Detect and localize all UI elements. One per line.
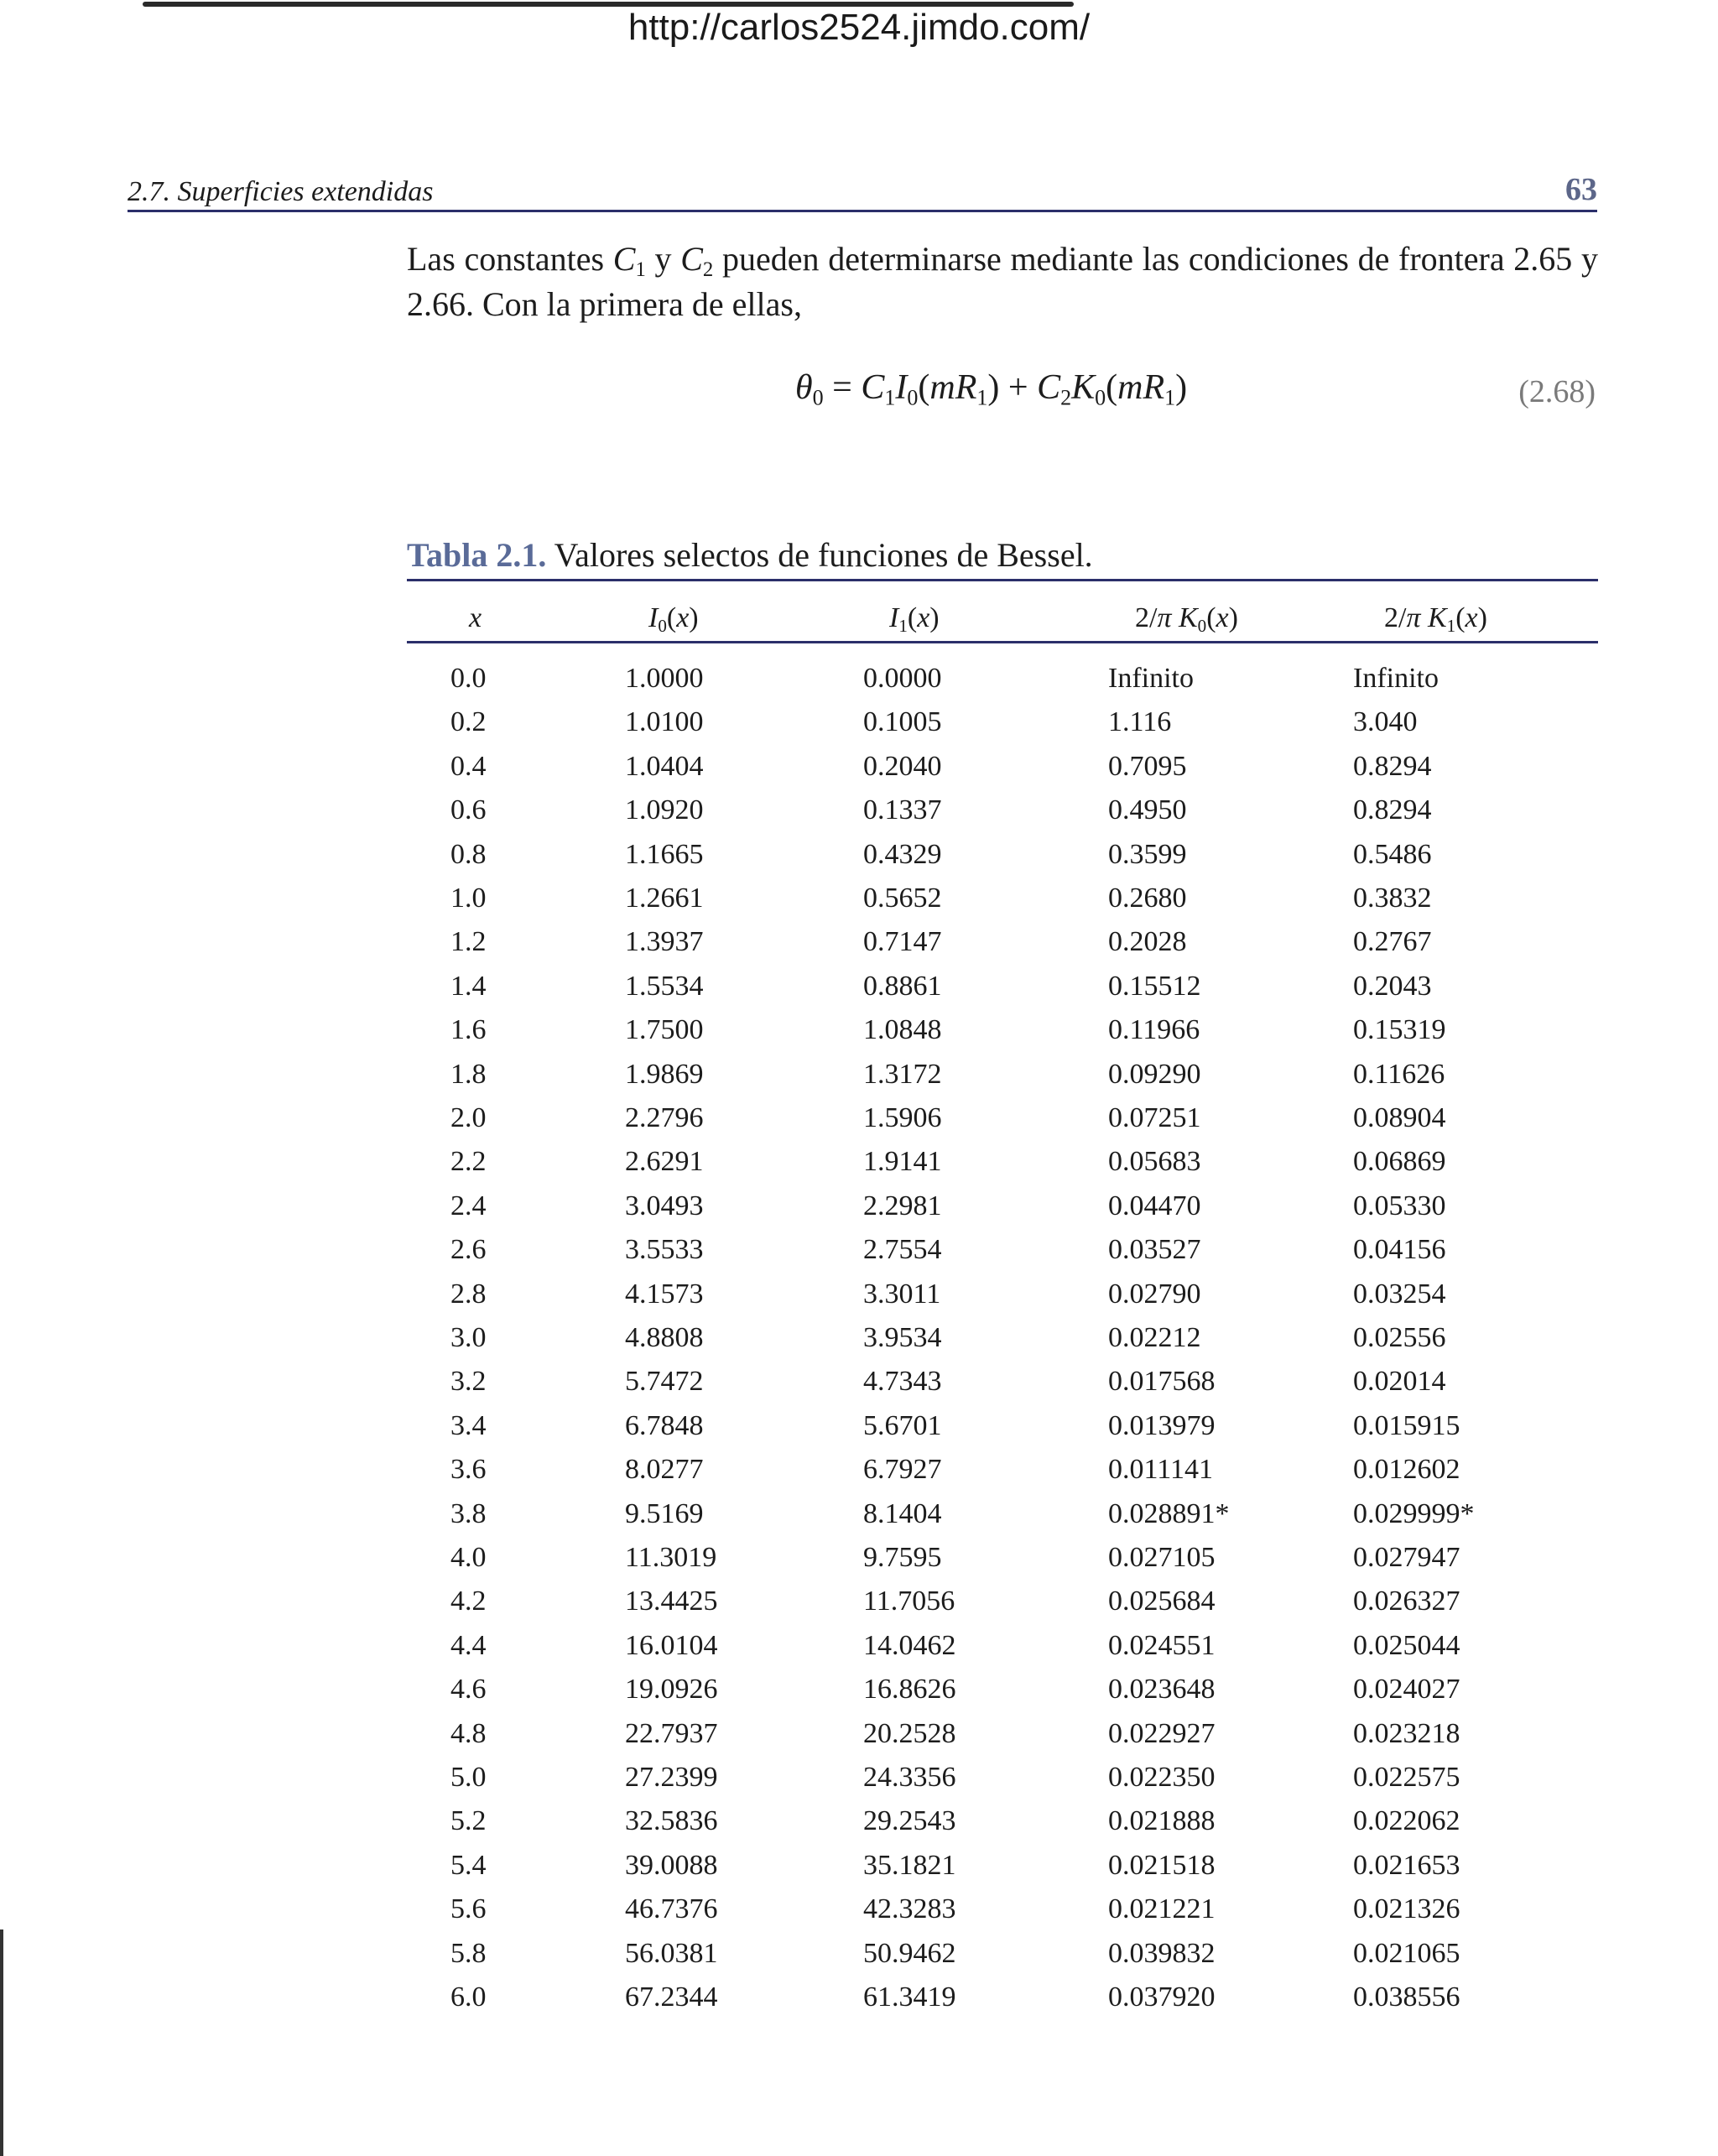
table-cell: 3.0 <box>450 1322 487 1353</box>
table-cell: 6.7927 <box>863 1454 942 1486</box>
table-row <box>407 706 1598 750</box>
table-cell: 0.5652 <box>863 883 942 914</box>
section-title: 2.7. Superficies extendidas <box>128 176 434 207</box>
table-cell: 0.2767 <box>1353 926 1432 958</box>
table-cell: 4.4 <box>450 1629 487 1661</box>
table-cell: 0.015915 <box>1353 1409 1460 1441</box>
table-cell: 0.025684 <box>1108 1586 1216 1617</box>
table-cell: 0.029999* <box>1353 1497 1475 1529</box>
table-cell: 0.4950 <box>1108 794 1187 826</box>
table-cell: 0.025044 <box>1353 1629 1460 1661</box>
table-row <box>407 1190 1598 1234</box>
table-cell: 5.6 <box>450 1893 487 1925</box>
table-cell: 0.04156 <box>1353 1234 1446 1266</box>
table-row <box>407 1542 1598 1586</box>
table-cell: 1.5906 <box>863 1102 942 1133</box>
table-cell: 5.0 <box>450 1762 487 1793</box>
table-cell: 0.06869 <box>1353 1146 1446 1178</box>
table-row <box>407 663 1598 706</box>
table-cell: 0.8 <box>450 838 487 870</box>
table-cell: 6.0 <box>450 1982 487 2013</box>
table-cell: 0.02014 <box>1353 1366 1446 1398</box>
table-cell: 20.2528 <box>863 1717 956 1749</box>
table-cell: 0.026327 <box>1353 1586 1460 1617</box>
table-cell: 1.0100 <box>625 706 704 738</box>
table-cell: 1.3172 <box>863 1058 942 1090</box>
table-cell: 0.09290 <box>1108 1058 1201 1090</box>
table-cell: 2.2796 <box>625 1102 704 1133</box>
table-cell: 46.7376 <box>625 1893 718 1925</box>
table-row <box>407 1893 1598 1937</box>
table-cell: 3.0493 <box>625 1190 704 1221</box>
table-cell: Infinito <box>1353 663 1439 694</box>
table-cell: 4.6 <box>450 1674 487 1706</box>
table-row <box>407 1234 1598 1278</box>
table-row <box>407 1630 1598 1674</box>
table-cell: 0.8294 <box>1353 794 1432 826</box>
table-row <box>407 1102 1598 1146</box>
column-header-i0: $I_0(x)$ <box>648 602 699 636</box>
table-cell: 0.4329 <box>863 838 942 870</box>
table-cell: 0.039832 <box>1108 1937 1216 1969</box>
table-caption-label: Tabla 2.1. <box>407 536 547 574</box>
table-cell: 0.038556 <box>1353 1982 1460 2013</box>
table-cell: 3.8 <box>450 1497 487 1529</box>
table-cell: 0.03254 <box>1353 1278 1446 1310</box>
table-cell: 0.15512 <box>1108 970 1201 1002</box>
table-cell: 3.2 <box>450 1366 487 1398</box>
table-cell: 0.037920 <box>1108 1982 1216 2013</box>
table-cell: 0.1005 <box>863 706 942 738</box>
table-cell: 0.021221 <box>1108 1893 1216 1925</box>
table-cell: 0.012602 <box>1353 1454 1460 1486</box>
table-cell: 0.021065 <box>1353 1937 1460 1969</box>
table-cell: 1.2661 <box>625 883 704 914</box>
table-cell: 0.021653 <box>1353 1849 1460 1881</box>
table-cell: 4.8 <box>450 1717 487 1749</box>
table-row <box>407 1850 1598 1893</box>
table-cell: 14.0462 <box>863 1629 956 1661</box>
column-header-x: x <box>469 602 482 633</box>
table-cell: 2.0 <box>450 1102 487 1133</box>
table-cell: 1.3937 <box>625 926 704 958</box>
table-cell: 0.2043 <box>1353 970 1432 1002</box>
table-cell: 0.6 <box>450 794 487 826</box>
body-paragraph <box>407 237 1598 327</box>
table-row <box>407 1059 1598 1102</box>
table-cell: 1.0 <box>450 883 487 914</box>
table-cell: 0.021888 <box>1108 1805 1216 1837</box>
table-row <box>407 1938 1598 1982</box>
table-cell: 0.027947 <box>1353 1542 1460 1573</box>
equation-2-68: $\theta_0 = C_1I_0(mR_1) + C_2K_0(mR_1)$ <box>795 368 1188 410</box>
table-row <box>407 1366 1598 1409</box>
table-row <box>407 751 1598 794</box>
table-cell: 1.0000 <box>625 663 704 694</box>
table-cell: 2.4 <box>450 1190 487 1221</box>
paragraph-text: y <box>645 240 681 278</box>
table-cell: 0.022350 <box>1108 1762 1216 1793</box>
table-cell: 3.9534 <box>863 1322 942 1353</box>
table-row <box>407 1454 1598 1497</box>
table-cell: 0.05683 <box>1108 1146 1201 1178</box>
constant-c1-subscript: 1 <box>635 258 646 281</box>
table-cell: 4.8808 <box>625 1322 704 1353</box>
table-cell: 0.022062 <box>1353 1805 1460 1837</box>
table-cell: 0.11966 <box>1108 1014 1200 1046</box>
table-header-rule <box>407 641 1598 643</box>
table-cell: 16.8626 <box>863 1674 956 1706</box>
table-cell: Infinito <box>1108 663 1194 694</box>
table-cell: 1.2 <box>450 926 487 958</box>
table-cell: 1.7500 <box>625 1014 704 1046</box>
table-cell: 0.5486 <box>1353 838 1432 870</box>
table-cell: 0.2 <box>450 706 487 738</box>
table-cell: 5.8 <box>450 1937 487 1969</box>
table-cell: 0.027105 <box>1108 1542 1216 1573</box>
table-cell: 0.023218 <box>1353 1717 1460 1749</box>
table-cell: 0.0 <box>450 663 487 694</box>
table-cell: 0.024027 <box>1353 1674 1460 1706</box>
table-cell: 0.7147 <box>863 926 942 958</box>
table-cell: 0.8861 <box>863 970 942 1002</box>
table-cell: 2.8 <box>450 1278 487 1310</box>
table-row <box>407 1805 1598 1849</box>
table-row <box>407 1674 1598 1717</box>
table-row <box>407 839 1598 883</box>
equation-number: (2.68) <box>1518 374 1596 409</box>
table-cell: 56.0381 <box>625 1937 718 1969</box>
paragraph-text: pueden determinarse mediante las condiciones de frontera 2.65 y 2.66. Con la primera de ellas, <box>407 240 1598 323</box>
table-cell: 0.2028 <box>1108 926 1187 958</box>
table-cell: 3.5533 <box>625 1234 704 1266</box>
table-cell: 0.011141 <box>1108 1454 1213 1486</box>
table-cell: 0.013979 <box>1108 1409 1216 1441</box>
constant-c1: C <box>612 240 636 278</box>
running-header <box>128 168 1597 212</box>
table-cell: 0.02556 <box>1353 1322 1446 1353</box>
table-row <box>407 1586 1598 1629</box>
table-cell: 11.7056 <box>863 1586 955 1617</box>
table-cell: 3.3011 <box>863 1278 941 1310</box>
table-cell: 4.0 <box>450 1542 487 1573</box>
table-cell: 0.04470 <box>1108 1190 1201 1221</box>
table-cell: 24.3356 <box>863 1762 956 1793</box>
table-cell: 0.1337 <box>863 794 942 826</box>
table-cell: 0.024551 <box>1108 1629 1216 1661</box>
table-cell: 2.6291 <box>625 1146 704 1178</box>
column-header-k0: 2/π $K_0(x)$ <box>1135 602 1238 636</box>
table-cell: 0.4 <box>450 750 487 782</box>
table-cell: 4.7343 <box>863 1366 942 1398</box>
table-cell: 1.5534 <box>625 970 704 1002</box>
table-row <box>407 1322 1598 1366</box>
column-header-k1: 2/π $K_1(x)$ <box>1384 602 1487 636</box>
table-caption <box>407 535 1093 575</box>
table-cell: 1.1665 <box>625 838 704 870</box>
table-row <box>407 1762 1598 1805</box>
table-cell: 2.6 <box>450 1234 487 1266</box>
table-cell: 5.4 <box>450 1849 487 1881</box>
table-cell: 19.0926 <box>625 1674 718 1706</box>
table-cell: 4.1573 <box>625 1278 704 1310</box>
table-cell: 0.023648 <box>1108 1674 1216 1706</box>
table-cell: 0.02212 <box>1108 1322 1201 1353</box>
table-cell: 0.022575 <box>1353 1762 1460 1793</box>
table-cell: 1.0848 <box>863 1014 942 1046</box>
table-cell: 0.11626 <box>1353 1058 1445 1090</box>
table-cell: 67.2344 <box>625 1982 718 2013</box>
table-cell: 4.2 <box>450 1586 487 1617</box>
table-header-row <box>407 602 1598 641</box>
table-cell: 35.1821 <box>863 1849 956 1881</box>
table-cell: 1.4 <box>450 970 487 1002</box>
table-row <box>407 1014 1598 1058</box>
table-cell: 1.116 <box>1108 706 1172 738</box>
table-cell: 3.4 <box>450 1409 487 1441</box>
table-cell: 8.1404 <box>863 1497 942 1529</box>
table-cell: 0.021326 <box>1353 1893 1460 1925</box>
table-cell: 0.05330 <box>1353 1190 1446 1221</box>
table-cell: 0.7095 <box>1108 750 1187 782</box>
table-cell: 13.4425 <box>625 1586 718 1617</box>
column-header-i1: $I_1(x)$ <box>889 602 940 636</box>
table-row <box>407 1278 1598 1322</box>
table-cell: 6.7848 <box>625 1409 704 1441</box>
page-number: 63 <box>1565 172 1597 207</box>
url-watermark: http://carlos2524.jimdo.com/ <box>627 7 1091 48</box>
table-cell: 9.7595 <box>863 1542 942 1573</box>
table-cell: 0.022927 <box>1108 1717 1216 1749</box>
table-top-rule <box>407 579 1598 581</box>
table-cell: 5.7472 <box>625 1366 704 1398</box>
table-row <box>407 1718 1598 1762</box>
table-cell: 3.040 <box>1353 706 1418 738</box>
table-cell: 32.5836 <box>625 1805 718 1837</box>
table-cell: 1.0404 <box>625 750 704 782</box>
table-cell: 50.9462 <box>863 1937 956 1969</box>
table-cell: 5.6701 <box>863 1409 942 1441</box>
table-cell: 2.2 <box>450 1146 487 1178</box>
table-cell: 1.0920 <box>625 794 704 826</box>
table-cell: 0.8294 <box>1353 750 1432 782</box>
table-row <box>407 926 1598 970</box>
table-row <box>407 794 1598 838</box>
table-cell: 27.2399 <box>625 1762 718 1793</box>
table-cell: 0.021518 <box>1108 1849 1216 1881</box>
table-caption-text: Valores selectos de funciones de Bessel. <box>546 536 1093 574</box>
table-cell: 0.017568 <box>1108 1366 1216 1398</box>
table-cell: 0.028891* <box>1108 1497 1230 1529</box>
table-row <box>407 883 1598 926</box>
table-cell: 61.3419 <box>863 1982 956 2013</box>
table-cell: 1.9141 <box>863 1146 942 1178</box>
table-cell: 8.0277 <box>625 1454 704 1486</box>
table-cell: 1.9869 <box>625 1058 704 1090</box>
table-cell: 0.2680 <box>1108 883 1187 914</box>
table-cell: 5.2 <box>450 1805 487 1837</box>
scan-artifact-left-edge <box>0 1929 3 2156</box>
table-row <box>407 1410 1598 1454</box>
table-row <box>407 971 1598 1014</box>
table-cell: 3.6 <box>450 1454 487 1486</box>
paragraph-text: Las constantes <box>407 240 613 278</box>
table-cell: 39.0088 <box>625 1849 718 1881</box>
table-cell: 0.03527 <box>1108 1234 1201 1266</box>
table-cell: 0.07251 <box>1108 1102 1201 1133</box>
table-cell: 1.6 <box>450 1014 487 1046</box>
table-cell: 1.8 <box>450 1058 487 1090</box>
table-cell: 9.5169 <box>625 1497 704 1529</box>
constant-c2-subscript: 2 <box>702 258 714 281</box>
table-cell: 22.7937 <box>625 1717 718 1749</box>
table-cell: 11.3019 <box>625 1542 717 1573</box>
table-cell: 0.02790 <box>1108 1278 1201 1310</box>
table-cell: 0.15319 <box>1353 1014 1446 1046</box>
table-cell: 0.0000 <box>863 663 942 694</box>
table-row <box>407 1498 1598 1542</box>
table-cell: 0.2040 <box>863 750 942 782</box>
table-cell: 2.7554 <box>863 1234 942 1266</box>
table-row <box>407 1146 1598 1190</box>
table-cell: 42.3283 <box>863 1893 956 1925</box>
table-cell: 0.3832 <box>1353 883 1432 914</box>
constant-c2: C <box>680 240 703 278</box>
table-cell: 29.2543 <box>863 1805 956 1837</box>
table-row <box>407 1982 1598 2025</box>
table-cell: 2.2981 <box>863 1190 942 1221</box>
table-cell: 0.3599 <box>1108 838 1187 870</box>
table-cell: 0.08904 <box>1353 1102 1446 1133</box>
table-cell: 16.0104 <box>625 1629 718 1661</box>
